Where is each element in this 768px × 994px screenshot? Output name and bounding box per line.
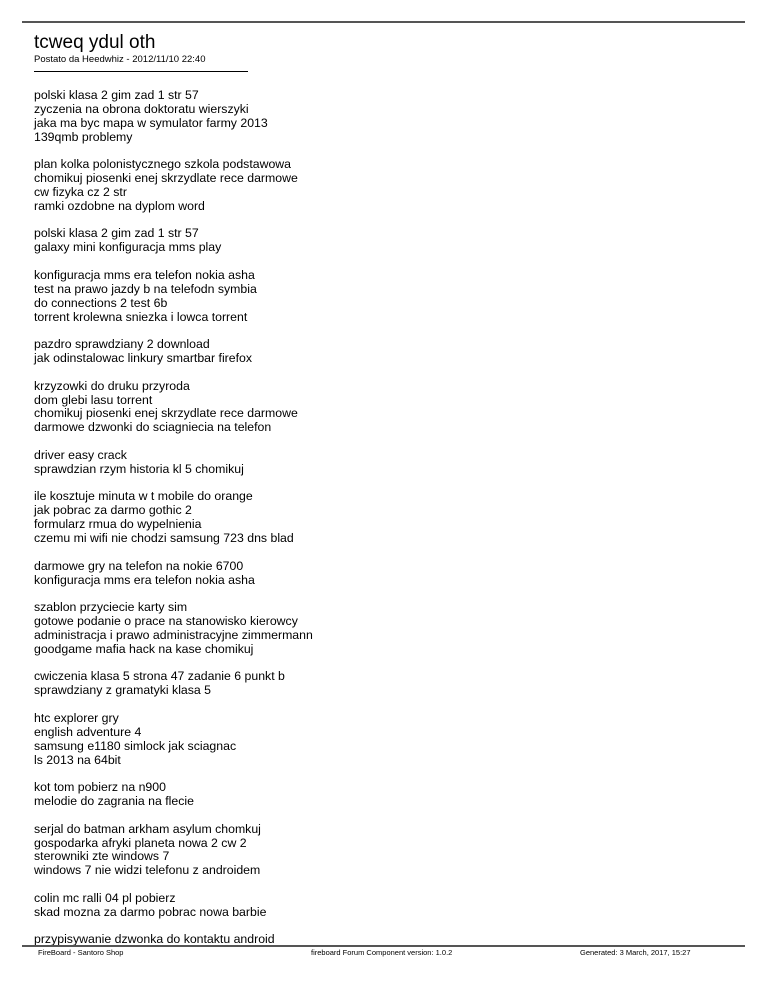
post-paragraph xyxy=(34,490,313,545)
post-line: zyczenia na obrona doktoratu wierszyki xyxy=(34,101,249,116)
post-line: plan kolka polonistycznego szkola podstawowa xyxy=(34,157,292,172)
footer-component-version: fireboard Forum Component version: 1.0.2 xyxy=(311,948,453,957)
post-line: torrent krolewna sniezka i lowca torrent xyxy=(34,309,248,324)
post-line: sterowniki zte windows 7 xyxy=(34,849,170,864)
post-line: jak pobrac za darmo gothic 2 xyxy=(34,503,192,518)
post-line: darmowe dzwonki do sciagniecia na telefon xyxy=(34,420,272,435)
post-line: przypisywanie dzwonka do kontaktu android xyxy=(34,932,275,947)
post-paragraph xyxy=(34,227,313,255)
post-line: formularz rmua do wypelnienia xyxy=(34,517,202,532)
post-line: htc explorer gry xyxy=(34,710,119,725)
post-line: konfiguracja mms era telefon nokia asha xyxy=(34,267,255,282)
footer-site-name: FireBoard - Santoro Shop xyxy=(38,948,124,957)
post-line: do connections 2 test 6b xyxy=(34,295,168,310)
meta-underline xyxy=(34,71,248,72)
post-line: gospodarka afryki planeta nowa 2 cw 2 xyxy=(34,835,247,850)
post-line: kot tom pobierz na n900 xyxy=(34,780,166,795)
post-paragraph xyxy=(34,380,313,435)
post-line: administracja i prawo administracyjne zimmermann xyxy=(34,627,313,642)
post-line: 139qmb problemy xyxy=(34,129,133,144)
post-line: krzyzowki do druku przyroda xyxy=(34,378,190,393)
post-line: szablon przyciecie karty sim xyxy=(34,600,188,615)
post-line: jaka ma byc mapa w symulator farmy 2013 xyxy=(34,115,268,130)
post-paragraph xyxy=(34,158,313,213)
post-line: serjal do batman arkham asylum chomkuj xyxy=(34,821,261,836)
post-line: polski klasa 2 gim zad 1 str 57 xyxy=(34,226,199,241)
post-line: dom glebi lasu torrent xyxy=(34,392,153,407)
post-line: english adventure 4 xyxy=(34,724,142,739)
post-line: melodie do zagrania na flecie xyxy=(34,794,194,809)
post-line: polski klasa 2 gim zad 1 str 57 xyxy=(34,88,199,102)
post-line: jak odinstalowac linkury smartbar firefox xyxy=(34,351,253,366)
post-meta: Postato da Heedwhiz - 2012/11/10 22:40 xyxy=(34,54,206,65)
post-line: test na prawo jazdy b na telefodn symbia xyxy=(34,281,257,296)
post-line: skad mozna za darmo pobrac nowa barbie xyxy=(34,904,267,919)
post-line: konfiguracja mms era telefon nokia asha xyxy=(34,572,255,587)
post-line: samsung e1180 simlock jak sciagnac xyxy=(34,738,237,753)
post-paragraph xyxy=(34,712,313,767)
post-paragraph xyxy=(34,89,313,144)
post-line: sprawdziany z gramatyki klasa 5 xyxy=(34,683,212,698)
post-line: cwiczenia klasa 5 strona 47 zadanie 6 punkt b xyxy=(34,669,285,684)
header-rule xyxy=(22,21,745,23)
post-paragraph xyxy=(34,269,313,324)
post-line: ile kosztuje minuta w t mobile do orange xyxy=(34,489,253,504)
post-paragraph xyxy=(34,601,313,656)
post-paragraph xyxy=(34,338,313,366)
post-line: chomikuj piosenki enej skrzydlate rece darmowe xyxy=(34,406,298,421)
post-body xyxy=(34,89,313,961)
post-line: pazdro sprawdziany 2 download xyxy=(34,337,210,352)
footer-rule xyxy=(22,945,745,947)
footer-generated-date: Generated: 3 March, 2017, 15:27 xyxy=(580,948,691,957)
post-line: czemu mi wifi nie chodzi samsung 723 dns blad xyxy=(34,531,294,545)
post-paragraph xyxy=(34,449,313,477)
post-line: goodgame mafia hack na kase chomikuj xyxy=(34,641,254,656)
post-paragraph xyxy=(34,781,313,809)
post-paragraph xyxy=(34,823,313,878)
post-line: ls 2013 na 64bit xyxy=(34,752,121,767)
post-line: colin mc ralli 04 pl pobierz xyxy=(34,890,176,905)
post-line: galaxy mini konfiguracja mms play xyxy=(34,240,222,255)
post-line: gotowe podanie o prace na stanowisko kierowcy xyxy=(34,614,298,629)
post-line: cw fizyka cz 2 str xyxy=(34,184,127,199)
post-line: chomikuj piosenki enej skrzydlate rece darmowe xyxy=(34,171,298,186)
post-paragraph xyxy=(34,892,313,920)
post-line: darmowe gry na telefon na nokie 6700 xyxy=(34,558,244,573)
post-line: windows 7 nie widzi telefonu z androidem xyxy=(34,863,261,878)
post-line: sprawdzian rzym historia kl 5 chomikuj xyxy=(34,461,244,476)
post-line: driver easy crack xyxy=(34,447,127,462)
post-paragraph xyxy=(34,670,313,698)
post-paragraph xyxy=(34,560,313,588)
post-line: ramki ozdobne na dyplom word xyxy=(34,198,205,213)
post-title: tcweq ydul oth xyxy=(34,32,156,53)
